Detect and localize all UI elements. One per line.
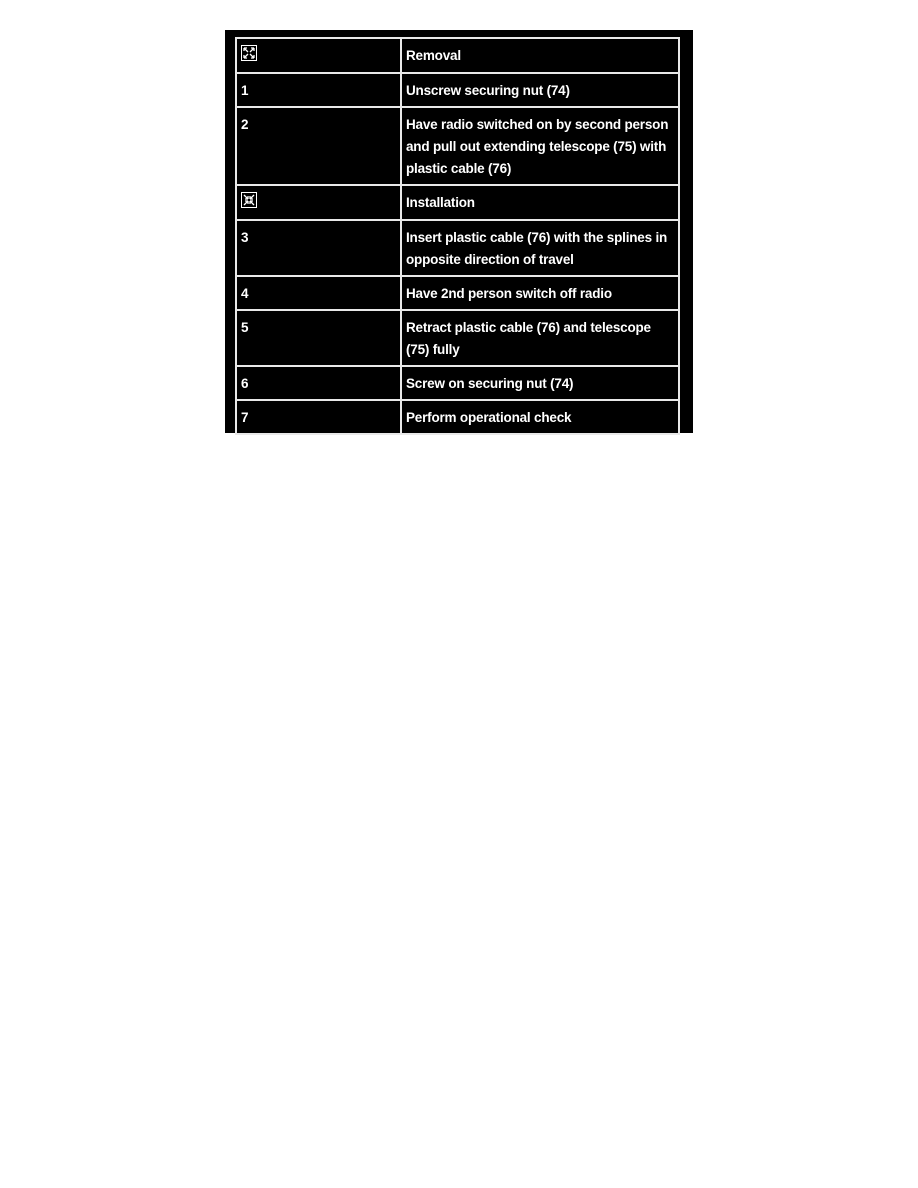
table-row xyxy=(236,73,679,107)
table-row xyxy=(236,400,679,434)
table-row xyxy=(236,107,679,185)
step-number: 1 xyxy=(236,73,401,107)
step-text: Insert plastic cable (76) with the splines in opposite direction of travel xyxy=(401,220,679,276)
step-text: Perform operational check xyxy=(401,400,679,434)
step-number: 7 xyxy=(236,400,401,434)
procedure-panel xyxy=(225,30,693,433)
procedure-table xyxy=(235,37,680,435)
step-number: 2 xyxy=(236,107,401,185)
table-row xyxy=(236,310,679,366)
step-number: 5 xyxy=(236,310,401,366)
step-text: Retract plastic cable (76) and telescope (75) fully xyxy=(401,310,679,366)
step-text: Unscrew securing nut (74) xyxy=(401,73,679,107)
step-number: 3 xyxy=(236,220,401,276)
table-row xyxy=(236,220,679,276)
step-number: 4 xyxy=(236,276,401,310)
step-text: Have 2nd person switch off radio xyxy=(401,276,679,310)
table-row xyxy=(236,366,679,400)
table-row xyxy=(236,276,679,310)
step-text: Screw on securing nut (74) xyxy=(401,366,679,400)
step-text: Have radio switched on by second person and pull out extending telescope (75) with plastic cable (76) xyxy=(401,107,679,185)
fullscreen-arrows-icon xyxy=(241,45,257,61)
section-header-installation xyxy=(236,185,679,220)
section-heading: Installation xyxy=(401,185,679,220)
collapse-arrows-icon xyxy=(241,192,257,208)
section-icon-cell xyxy=(236,185,401,220)
section-header-removal xyxy=(236,38,679,73)
step-number: 6 xyxy=(236,366,401,400)
section-heading: Removal xyxy=(401,38,679,73)
section-icon-cell xyxy=(236,38,401,73)
